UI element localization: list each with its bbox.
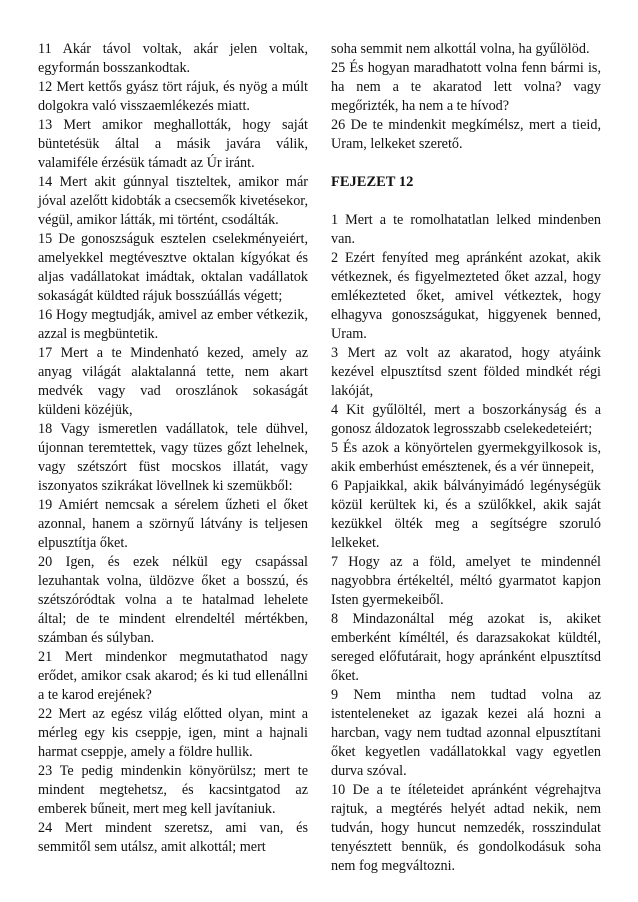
verse: 16 Hogy megtudják, amivel az ember vétkezik, azzal is megbüntetik. [38,307,308,342]
verse: 4 Kit gyűlöltél, mert a boszorkányság és a gonosz áldozatok legrosszabb cselekedeteiért; [331,402,601,437]
verse: 12 Mert kettős gyász tört rájuk, és nyög a múlt dolgokra való visszaemlékezés miatt. [38,79,308,114]
verse: 11 Akár távol voltak, akár jelen voltak, egyformán bosszankodtak. [38,41,308,76]
verse: 13 Mert amikor meghallották, hogy saját büntetésük által a másik javára válik, valamiféle érzésük támadt az Úr iránt. [38,117,308,171]
verse: 18 Vagy ismeretlen vadállatok, tele dühvel, újonnan teremtettek, vagy tüzes gőzt lehelnek, vagy szétszórt füst mocskos illatát, vagy iszonyatos szikrákat lövellnek ki szemükből: [38,421,308,494]
verse: 2 Ezért fenyíted meg apránként azokat, akik vétkeznek, és figyelmezteted őket azzal, hogy emlékezteted őket, amivel vétkeztek, hogy elhagyva gonoszságukat, higgyenek benned, Uram. [331,250,601,342]
verse: 22 Mert az egész világ előtted olyan, mint a mérleg egy kis cseppje, igen, mint a hajnali harmat cseppje, amely a földre hullik. [38,706,308,760]
verse: 6 Papjaikkal, akik bálványimádó legénységük közül kerültek ki, és a szülőkkel, akik saját kezükkel ölték meg a segítségre szoruló lelkeket. [331,478,601,551]
left-column [38,40,308,857]
verse: 8 Mindazonáltal még azokat is, akiket emberként kíméltél, és darazsakokat küldtél, sereged előfutárait, hogy apránként elpusztítsd őket. [331,611,601,684]
verse: 9 Nem mintha nem tudtad volna az istenteleneket az igazak kezei alá hozni a harcban, vagy nem tudtad azonnal elpusztítani őket kegyetlen vadállatokkal vagy egyetlen durva szóval. [331,687,601,779]
verse: 26 De te mindenkit megkímélsz, mert a tieid, Uram, lelkeket szerető. [331,117,601,152]
verse: 23 Te pedig mindenkin könyörülsz; mert te mindent megtehetsz, és kacsintgatod az emberek bűneit, mert meg kell javítaniuk. [38,763,308,817]
chapter-heading: FEJEZET 12 [331,174,414,190]
verse: 10 De a te ítéleteidet apránként végrehajtva rajtuk, a megtérés helyét adtad nekik, nem tudván, hogy huncut nemzedék, rosszindulat tenyésztett bennük, és gondolkodásuk soha nem fog megváltozni. [331,782,601,874]
verse: 20 Igen, és ezek nélkül egy csapással lezuhantak volna, üldözve őket a bosszú, és szétszóródtak volna a te hatalmad lehelete által; de te mindent elrendeltél mértékben, számban és súlyban. [38,554,308,646]
verse: 24 Mert mindent szeretsz, ami van, és semmitől sem utálsz, amit alkottál; mert [38,820,308,855]
right-column [331,40,601,876]
verse: 3 Mert az volt az akaratod, hogy atyáink kezével elpusztítsd szent földed mindkét régi lakóját, [331,345,601,399]
verse: 1 Mert a te romolhatatlan lelked mindenben van. [331,212,601,247]
verse: 21 Mert mindenkor megmutathatod nagy erődet, amikor csak akarod; és ki tud ellenállni a te karod erejének? [38,649,308,703]
verse: 25 És hogyan maradhatott volna fenn bármi is, ha nem a te akaratod lett volna? vagy megőrizték, ha nem a te hívod? [331,60,601,114]
verse: soha semmit nem alkottál volna, ha gyűlölöd. [331,41,590,57]
verse: 7 Hogy az a föld, amelyet te mindennél nagyobbra értékeltél, méltó gyarmatot kapjon Isten gyermekeiből. [331,554,601,608]
verse: 15 De gonoszságuk esztelen cselekményeiért, amelyekkel megtévesztve oktalan kígyókat és aljas vadállatokat imádtak, oktalan vadállatok sokaságát küldted rájuk bosszúállás végett; [38,231,308,304]
verse: 19 Amiért nemcsak a sérelem űzheti el őket azonnal, hanem a szörnyű látvány is teljesen elpusztítja őket. [38,497,308,551]
verse: 17 Mert a te Mindenható kezed, amely az anyag világát alaktalanná tette, nem akart medvék vagy vad oroszlánok sokaságát küldeni közéjük, [38,345,308,418]
verse: 14 Mert akit gúnnyal tiszteltek, amikor már jóval azelőtt kidobták a csecsemők kivetésekor, végül, amikor látták, mi történt, csodálták. [38,174,308,228]
verse: 5 És azok a könyörtelen gyermekgyilkosok is, akik emberhúst emésztenek, és a vér ünnepeit, [331,440,601,475]
